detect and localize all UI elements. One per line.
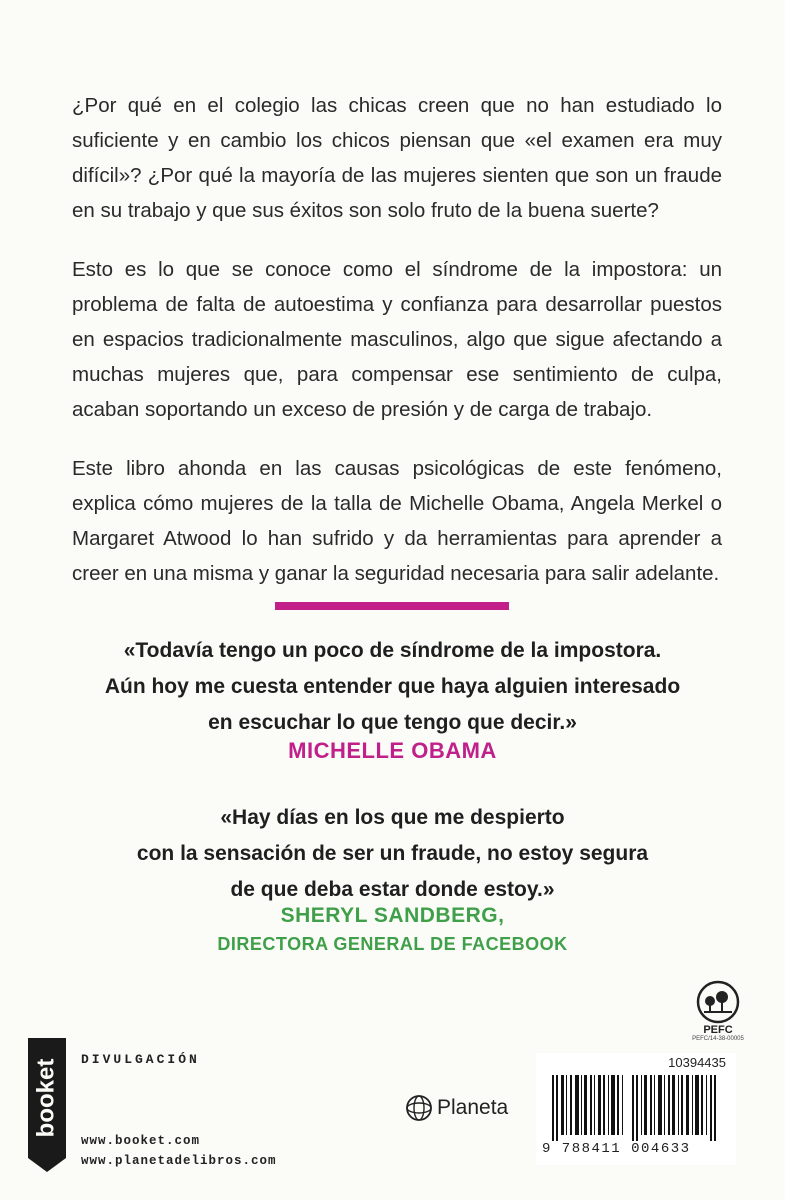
quote-line: Aún hoy me cuesta entender que haya alguien interesado xyxy=(104,675,681,698)
booket-logo-text: booket xyxy=(32,1058,60,1138)
publisher-urls xyxy=(81,1131,277,1171)
quote-michelle-obama xyxy=(60,633,725,741)
quote-line: de que deba estar donde estoy.» xyxy=(230,878,555,901)
blurb-paragraph: ¿Por qué en el colegio las chicas creen que no han estudiado lo suficiente y en cambio los chicos piensan que «el examen era muy difícil»? ¿Por qué la mayoría de las mujeres sienten que son un fraude en su trabajo y que sus éxitos son solo fruto de la buena suerte? xyxy=(72,94,722,222)
pefc-code: PEFC/14-38-00005 xyxy=(692,1036,744,1042)
quote-line: con la sensación de ser un fraude, no estoy segura xyxy=(136,842,649,865)
barcode-bars xyxy=(544,1075,728,1141)
quote-line: «Todavía tengo un poco de síndrome de la impostora. xyxy=(123,639,662,662)
url-planetadelibros: www.planetadelibros.com xyxy=(81,1154,277,1168)
barcode-top-number: 10394435 xyxy=(668,1055,726,1070)
blurb-paragraph: Esto es lo que se conoce como el síndrome de la impostora: un problema de falta de autoestima y confianza para desarrollar puestos en espacios tradicionalmente masculinos, algo que sigue afectando a muchas mujeres que, para compensar ese sentimiento de culpa, acaban soportando un exceso de presión y de carga de trabajo. xyxy=(72,258,722,421)
pefc-certification xyxy=(688,980,748,1042)
url-booket: www.booket.com xyxy=(81,1134,201,1148)
blurb-paragraph: Este libro ahonda en las causas psicológicas de este fenómeno, explica cómo mujeres de la talla de Michelle Obama, Angela Merkel o Margaret Atwood lo han sufrido y da herramientas para aprender a creer en una misma y ganar la seguridad necesaria para salir adelante. xyxy=(72,457,722,585)
quote-line: «Hay días en los que me despierto xyxy=(220,806,565,829)
quote-author: MICHELLE OBAMA xyxy=(288,738,497,763)
back-cover-blurb xyxy=(72,88,722,615)
pefc-label: PEFC xyxy=(703,1024,733,1036)
book-category: DIVULGACIÓN xyxy=(81,1052,200,1067)
quote-author: SHERYL SANDBERG, xyxy=(280,904,505,927)
planeta-globe-icon xyxy=(405,1094,433,1122)
pefc-tree-icon xyxy=(696,980,740,1024)
quote-author-title: DIRECTORA GENERAL DE FACEBOOK xyxy=(217,934,568,954)
booket-logo xyxy=(24,1030,70,1175)
quote-line: en escuchar lo que tengo que decir.» xyxy=(208,711,577,734)
quote-sheryl-sandberg xyxy=(60,800,725,908)
planeta-logo xyxy=(405,1093,508,1123)
barcode xyxy=(536,1053,736,1165)
section-divider xyxy=(275,602,509,610)
isbn-digits: 9 788411 004633 xyxy=(542,1141,691,1157)
planeta-name: Planeta xyxy=(437,1096,509,1119)
